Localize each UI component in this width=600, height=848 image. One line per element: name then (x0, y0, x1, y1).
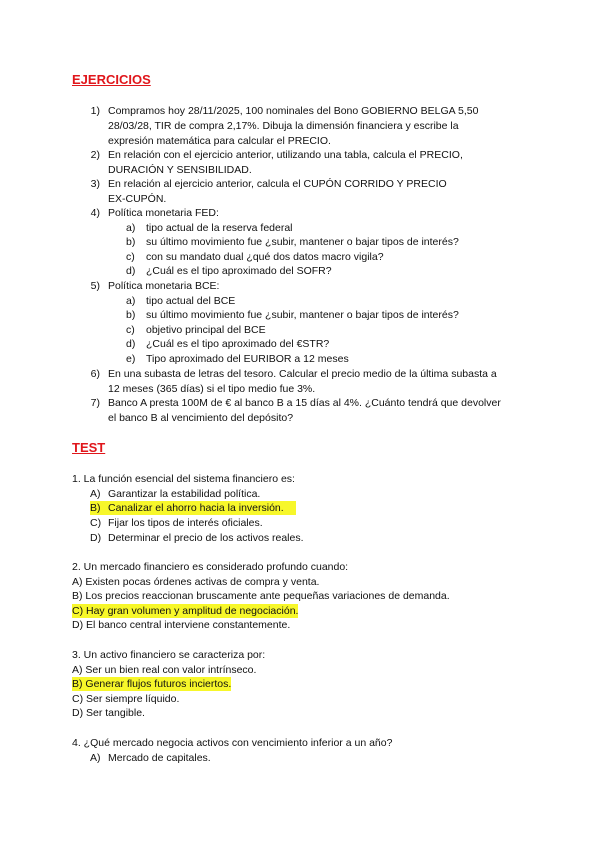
option-text: A) Ser un bien real con valor intrínseco. (72, 664, 257, 676)
subitem-letter: c) (126, 324, 135, 336)
test-heading: TEST (72, 440, 106, 455)
subitem-letter: b) (126, 236, 136, 248)
item-text: Política monetaria BCE: (108, 280, 220, 292)
item-text: 12 meses (365 días) si el tipo medio fue 3%. (108, 383, 316, 395)
option-letter: A) (90, 752, 101, 764)
option-letter: A) (90, 488, 101, 500)
subitem-letter: a) (126, 295, 136, 307)
item-number: 5) (90, 280, 100, 292)
item-text: DURACIÓN Y SENSIBILIDAD. (108, 164, 252, 176)
option-letter: B) (90, 502, 101, 514)
item-text: Política monetaria FED: (108, 207, 219, 219)
question-text: 4. ¿Qué mercado negocia activos con vencimiento inferior a un año? (72, 737, 393, 749)
item-number: 3) (90, 178, 100, 190)
subitem-text: su último movimiento fue ¿subir, mantener o bajar tipos de interés? (146, 236, 459, 248)
subitem-text: tipo actual del BCE (146, 295, 236, 307)
highlighted-answer: B) Generar flujos futuros inciertos. (72, 678, 232, 690)
subitem-letter: a) (126, 222, 136, 234)
item-text: EX-CUPÓN. (108, 193, 167, 205)
subitem-letter: b) (126, 309, 136, 321)
question-text: 1. La función esencial del sistema financiero es: (72, 473, 295, 485)
subitem-text: ¿Cuál es el tipo aproximado del SOFR? (146, 265, 332, 277)
option-text: B) Los precios reaccionan bruscamente ante pequeñas variaciones de demanda. (72, 590, 450, 602)
item-number: 7) (90, 397, 100, 409)
option-text: A) Existen pocas órdenes activas de compra y venta. (72, 576, 320, 588)
subitem-text: Tipo aproximado del EURIBOR a 12 meses (146, 353, 349, 365)
subitem-text: ¿Cuál es el tipo aproximado del €STR? (146, 338, 330, 350)
question-text: 3. Un activo financiero se caracteriza por: (72, 649, 266, 661)
item-text: expresión matemática para calcular el PRECIO. (108, 135, 331, 147)
subitem-text: con su mandato dual ¿qué dos datos macro vigila? (146, 251, 384, 263)
subitem-text: objetivo principal del BCE (146, 324, 266, 336)
option-text: Canalizar el ahorro hacia la inversión. (108, 502, 284, 514)
item-number: 1) (90, 105, 100, 117)
highlighted-answer: C) Hay gran volumen y amplitud de negociación. (72, 605, 299, 617)
option-text: Garantizar la estabilidad política. (108, 488, 261, 500)
item-number: 4) (90, 207, 100, 219)
subitem-text: su último movimiento fue ¿subir, mantener o bajar tipos de interés? (146, 309, 459, 321)
option-text: C) Ser siempre líquido. (72, 693, 180, 705)
question-text: 2. Un mercado financiero es considerado profundo cuando: (72, 561, 349, 573)
subitem-letter: d) (126, 265, 136, 277)
item-text: En relación con el ejercicio anterior, utilizando una tabla, calcula el PRECIO, (108, 149, 463, 161)
option-text: Determinar el precio de los activos reales. (108, 532, 304, 544)
subitem-letter: d) (126, 338, 136, 350)
option-text: D) Ser tangible. (72, 707, 145, 719)
option-text: D) El banco central interviene constantemente. (72, 619, 291, 631)
item-text: 28/03/28, TIR de compra 2,17%. Dibuja la dimensión financiera y escribe la (108, 120, 459, 132)
subitem-letter: c) (126, 251, 135, 263)
item-number: 2) (90, 149, 100, 161)
ejercicios-heading: EJERCICIOS (72, 72, 151, 87)
subitem-letter: e) (126, 353, 136, 365)
option-letter: D) (90, 532, 102, 544)
item-text: el banco B al vencimiento del depósito? (108, 412, 294, 424)
option-letter: C) (90, 517, 102, 529)
item-number: 6) (90, 368, 100, 380)
item-text: Compramos hoy 28/11/2025, 100 nominales del Bono GOBIERNO BELGA 5,50 (108, 105, 479, 117)
item-text: En relación al ejercicio anterior, calcula el CUPÓN CORRIDO Y PRECIO (108, 178, 447, 190)
option-text: Mercado de capitales. (108, 752, 211, 764)
subitem-text: tipo actual de la reserva federal (146, 222, 293, 234)
item-text: En una subasta de letras del tesoro. Calcular el precio medio de la última subasta a (108, 368, 497, 380)
option-text: Fijar los tipos de interés oficiales. (108, 517, 263, 529)
highlighted-answer (90, 501, 296, 515)
item-text: Banco A presta 100M de € al banco B a 15 días al 4%. ¿Cuánto tendrá que devolver (108, 397, 501, 409)
